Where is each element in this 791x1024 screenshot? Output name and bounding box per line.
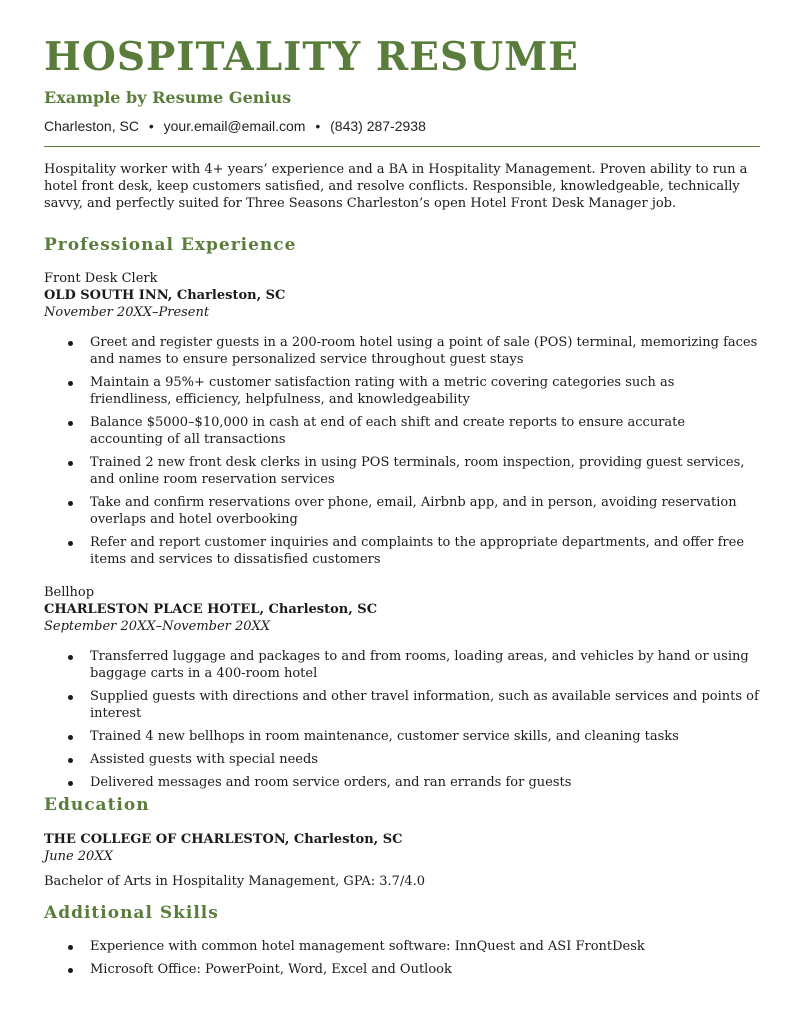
job-bullet: Greet and register guests in a 200-room hotel using a point of sale (POS) terminal, memorizing faces and names to ensure personalized service throughout guest stays (44, 334, 760, 368)
education-date: June 20XX (44, 849, 113, 864)
skill-bullet: Microsoft Office: PowerPoint, Word, Excel and Outlook (44, 961, 760, 978)
job-bullet: Trained 2 new front desk clerks in using POS terminals, room inspection, providing guest services, and online room reservation services (44, 454, 760, 488)
skills-bullets (44, 938, 760, 978)
job-bullet: Maintain a 95%+ customer satisfaction rating with a metric covering categories such as friendliness, efficiency, helpfulness, and knowledgeability (44, 374, 760, 408)
contact-separator: • (148, 118, 154, 134)
job-bullet: Trained 4 new bellhops in room maintenance, customer service skills, and cleaning tasks (44, 728, 760, 745)
resume-subtitle: Example by Resume Genius (44, 88, 292, 107)
job-bullet: Refer and report customer inquiries and complaints to the appropriate departments, and offer free items and services to dissatisfied customers (44, 534, 760, 568)
job-entry (44, 584, 760, 797)
job-bullets (44, 334, 760, 568)
contact-separator: • (315, 118, 321, 134)
job-dates: September 20XX–November 20XX (44, 619, 271, 634)
job-title: Bellhop (44, 585, 95, 600)
job-bullet: Take and confirm reservations over phone, email, Airbnb app, and in person, avoiding reservation overlaps and hotel overbooking (44, 494, 760, 528)
job-bullet: Balance $5000–$10,000 in cash at end of each shift and create reports to ensure accurate accounting of all transactions (44, 414, 760, 448)
job-dates: November 20XX–Present (44, 305, 210, 320)
job-organization: CHARLESTON PLACE HOTEL, Charleston, SC (44, 602, 378, 617)
education-degree: Bachelor of Arts in Hospitality Management, GPA: 3.7/4.0 (44, 874, 425, 889)
skill-bullet: Experience with common hotel management software: InnQuest and ASI FrontDesk (44, 938, 760, 955)
job-bullet: Transferred luggage and packages to and from rooms, loading areas, and vehicles by hand or using baggage carts in a 400-room hotel (44, 648, 760, 682)
contact-email[interactable]: your.email@email.com (163, 118, 306, 134)
contact-location: Charleston, SC (44, 118, 139, 134)
header-divider (44, 146, 760, 147)
job-entry (44, 270, 760, 574)
education-school: THE COLLEGE OF CHARLESTON, Charleston, SC (44, 832, 403, 847)
job-bullet: Delivered messages and room service orders, and ran errands for guests (44, 774, 760, 791)
experience-heading: Professional Experience (44, 235, 297, 255)
job-title: Front Desk Clerk (44, 271, 158, 286)
skills-entry (44, 938, 760, 984)
skills-heading: Additional Skills (44, 903, 219, 923)
resume-name: HOSPITALITY RESUME (44, 34, 580, 80)
contact-phone[interactable]: (843) 287-2938 (330, 118, 426, 134)
job-bullet: Assisted guests with special needs (44, 751, 760, 768)
education-entry (44, 831, 760, 890)
job-bullet: Supplied guests with directions and other travel information, such as available services and points of interest (44, 688, 760, 722)
education-heading: Education (44, 795, 150, 815)
job-bullets (44, 648, 760, 791)
job-organization: OLD SOUTH INN, Charleston, SC (44, 288, 286, 303)
summary-paragraph: Hospitality worker with 4+ years’ experience and a BA in Hospitality Management. Proven ability to run a hotel front desk, keep customers satisfied, and resolve conflicts. Responsible, knowledgeable, technically savvy, and perfectly suited for Three Seasons Charleston’s open Hotel Front Desk Manager job. (44, 162, 748, 211)
contact-line (44, 118, 426, 134)
